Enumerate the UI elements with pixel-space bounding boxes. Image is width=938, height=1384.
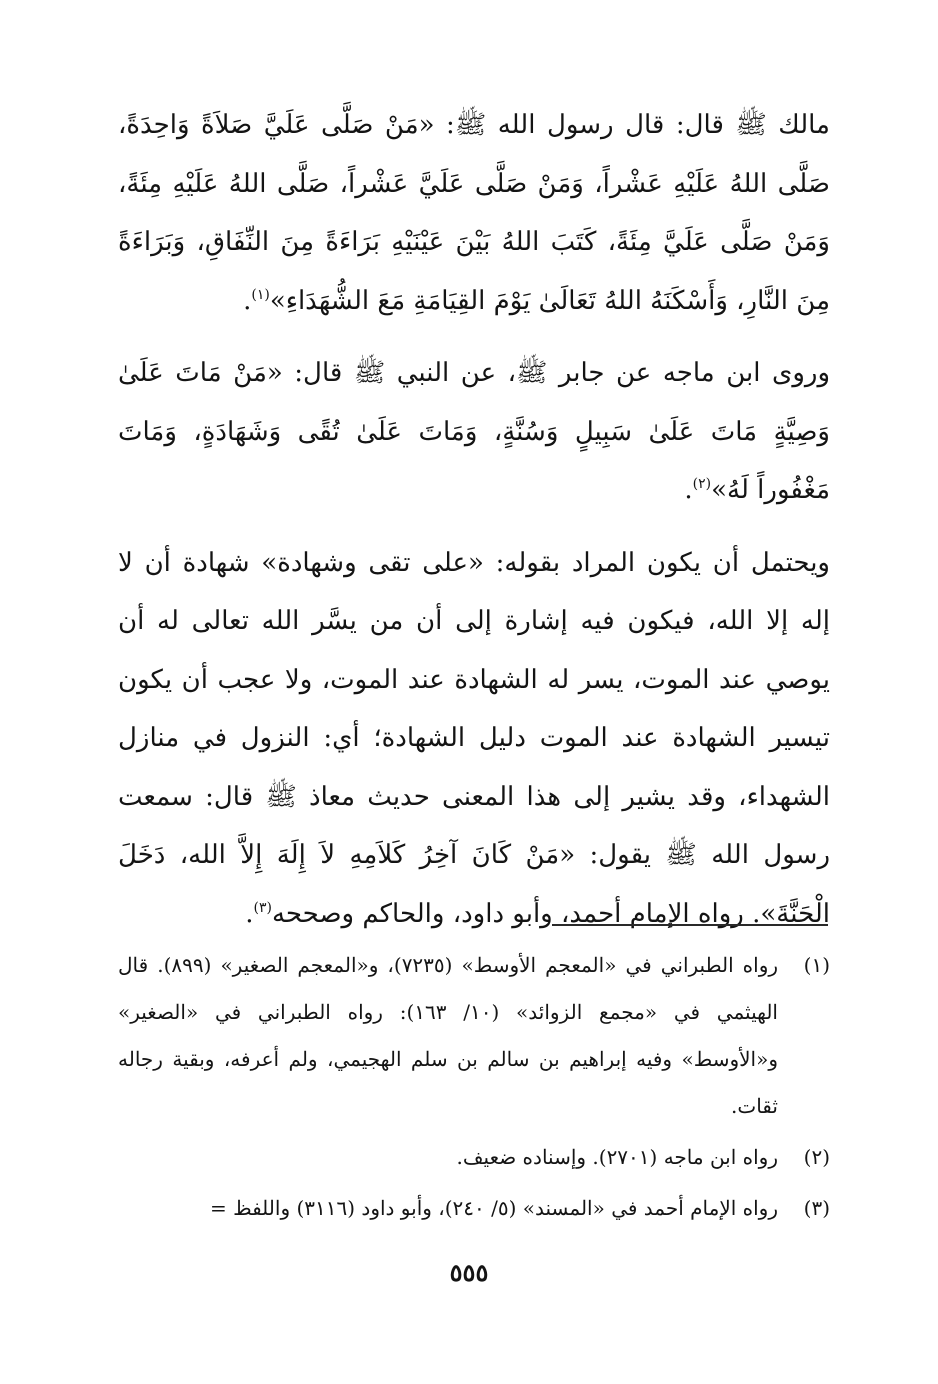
- main-text: [118, 96, 830, 943]
- page-number: ٥٥٥: [449, 1258, 489, 1287]
- footnote-number: (٣): [803, 1196, 830, 1220]
- paragraph-text: وروى ابن ماجه عن جابر ﷺ، عن النبي ﷺ قال: «مَنْ مَاتَ عَلَىٰ وَصِيَّةٍ مَاتَ عَلَىٰ سَبِيلٍ وَسُنَّةٍ، وَمَاتَ عَلَىٰ تُقًى وَشَهَادَةٍ، وَمَاتَ مَغْفُوراً لَهُ»: [118, 358, 830, 505]
- footnote-text: رواه الإمام أحمد في «المسند» (٥/ ٢٤٠)، وأبو داود (٣١١٦) واللفظ =: [209, 1196, 778, 1220]
- paragraph-text: ويحتمل أن يكون المراد بقوله: «على تقى وشهادة» شهادة أن لا إله إلا الله، فيكون فيه إشارة إلى أن من يسَّر الله تعالى له أن يوصي عند الموت، يسر له الشهادة عند الموت، ولا عجب أن يكون تيسير الشهادة عند الموت دليل الشهادة؛ أي: النزول في منازل الشهداء، وقد يشير إلى هذا المعنى حديث معاذ ﷺ قال: سمعت رسول الله ﷺ يقول: «مَنْ كَانَ آخِرُ كَلاَمِهِ لاَ إِلَهَ إِلاَّ الله، دَخَلَ الْجَنَّةَ». رواه الإمام أحمد، وأبو داود، والحاكم وصححه: [118, 547, 830, 929]
- footnotes: [118, 942, 830, 1232]
- footnote-number: (٢): [803, 1145, 830, 1169]
- paragraph-period: .: [243, 285, 252, 316]
- paragraph-text: مالك ﷺ قال: قال رسول الله ﷺ: «مَنْ صَلَّى عَلَيَّ صَلاَةً وَاحِدَةً، صَلَّى اللهُ عَلَيْهِ عَشْراً، وَمَنْ صَلَّى عَلَيَّ عَشْراً، صَلَّى اللهُ عَلَيْهِ مِئَةً، وَمَنْ صَلَّى عَلَيَّ مِئَةً، كَتَبَ اللهُ بَيْنَ عَيْنَيْهِ بَرَاءَةً مِنَ النِّفَاقِ، وَبَرَاءَةً مِنَ النَّارِ، وَأَسْكَنَهُ اللهُ تَعَالَىٰ يَوْمَ القِيَامَةِ مَعَ الشُّهَدَاءِ»: [118, 110, 830, 316]
- footnote-2: [118, 1134, 830, 1181]
- paragraph-period: .: [245, 898, 254, 929]
- paragraph-hadith-salat: [118, 96, 830, 330]
- footnote-text: رواه ابن ماجه (٢٧٠١). وإسناده ضعيف.: [456, 1145, 778, 1169]
- footnote-marker-3: (٣): [253, 899, 272, 916]
- footnote-marker-1: (١): [251, 286, 270, 303]
- paragraph-commentary: [118, 534, 830, 944]
- footnote-1: [118, 942, 830, 1130]
- footnote-marker-2: (٢): [692, 476, 712, 492]
- paragraph-period: .: [684, 475, 693, 505]
- paragraph-hadith-wasiyya: [118, 344, 830, 520]
- footnote-number: (١): [803, 953, 830, 977]
- footnote-3: [118, 1185, 830, 1232]
- footnote-text: رواه الطبراني في «المعجم الأوسط» (٧٢٣٥)، و«المعجم الصغير» (٨٩٩). قال الهيثمي في «مجمع الزوائد» (١٠/ ١٦٣): رواه الطبراني في «الصغير» و«الأوسط» وفيه إبراهيم بن سالم بن سلم الهجيمي، ولم أعرفه، وبقية رجاله ثقات.: [118, 953, 779, 1118]
- footnote-divider: [552, 924, 828, 926]
